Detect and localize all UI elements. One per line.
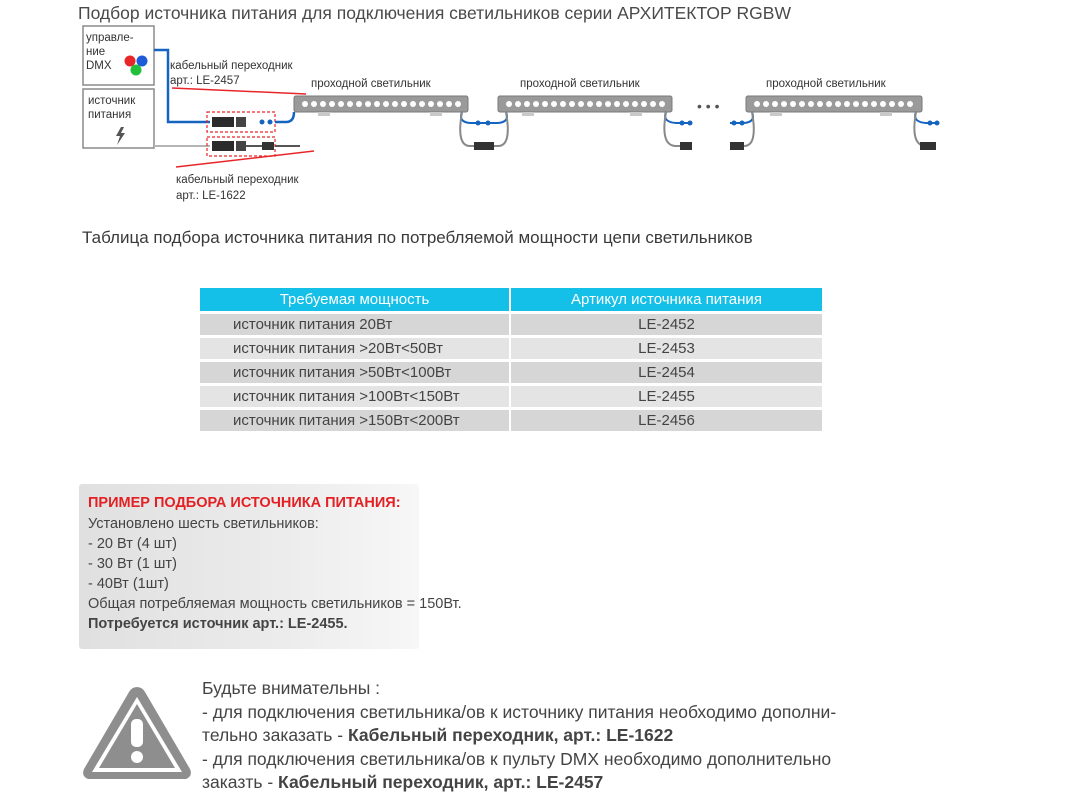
table-row xyxy=(200,386,822,407)
lamp-label-3: проходной светильник xyxy=(766,78,886,90)
lamp-1 xyxy=(294,96,468,112)
pointer-line-bottom xyxy=(176,151,314,167)
table-row xyxy=(200,338,822,359)
table-cell-power: источник питания 20Вт xyxy=(200,314,509,335)
table-cell-article: LE-2455 xyxy=(511,386,822,407)
warning-adapter-le2457: Кабельный переходник, арт.: LE-2457 xyxy=(278,772,604,793)
example-result: Потребуется источник арт.: LE-2455. xyxy=(88,616,348,632)
table-row xyxy=(200,362,822,383)
table-title: Таблица подбора источника питания по потребляемой мощности цепи светильников xyxy=(82,228,753,247)
table-header-row xyxy=(200,288,822,311)
table-cell-article: LE-2453 xyxy=(511,338,822,359)
page-title: Подбор источника питания для подключения светильников серии АРХИТЕКТОР RGBW xyxy=(78,3,791,23)
example-line: Общая потребляемая мощность светильников = 150Вт. xyxy=(88,596,462,612)
example-title: ПРИМЕР ПОДБОРА ИСТОЧНИКА ПИТАНИЯ: xyxy=(88,495,401,511)
lamp-label-1: проходной светильник xyxy=(311,78,431,90)
psu-selection-table xyxy=(198,285,824,434)
example-line: Установлено шесть светильников: xyxy=(88,516,319,532)
lamp-3 xyxy=(746,96,922,112)
table-cell-article: LE-2454 xyxy=(511,362,822,383)
example-line: - 40Вт (1шт) xyxy=(88,576,169,592)
warning-line: - для подключения светильника/ов к источнику питания необходимо дополни- xyxy=(202,701,837,722)
adapter-power-connector xyxy=(212,141,274,151)
table-cell-article: LE-2456 xyxy=(511,410,822,431)
table-row xyxy=(200,314,822,335)
warning-text xyxy=(202,677,922,795)
warning-line: - для подключения светильника/ов к пульту DMX необходимо дополнительно xyxy=(202,748,832,769)
adapter-le2457-label: кабельный переходник арт.: LE-2457 xyxy=(170,60,293,87)
warning-heading: Будьте внимательны : xyxy=(202,678,381,698)
table-cell-article: LE-2452 xyxy=(511,314,822,335)
table-cell-power: источник питания >20Вт<50Вт xyxy=(200,338,509,359)
header-power: Требуемая мощность xyxy=(200,288,509,311)
lamp-label-2: проходной светильник xyxy=(520,78,640,90)
header-article: Артикул источника питания xyxy=(511,288,822,311)
table-cell-power: источник питания >100Вт<150Вт xyxy=(200,386,509,407)
ellipsis: • • • xyxy=(697,98,720,114)
table-cell-power: источник питания >150Вт<200Вт xyxy=(200,410,509,431)
warning-adapter-le1622: Кабельный переходник, арт.: LE-1622 xyxy=(347,725,674,746)
table-cell-power: источник питания >50Вт<100Вт xyxy=(200,362,509,383)
lamp-3-tail-cables xyxy=(914,112,939,150)
warning-line: заказть - Кабельный переходник, арт.: LE-2457 xyxy=(202,772,604,793)
dmx-label: управле- ние DMX xyxy=(86,32,134,72)
example-line: - 20 Вт (4 шт) xyxy=(88,536,177,552)
adapter-dmx-connector xyxy=(212,117,273,127)
connection-diagram xyxy=(0,0,1067,210)
lamp-2 xyxy=(498,96,672,112)
table-row xyxy=(200,410,822,431)
warning-line: тельно заказать - Кабельный переходник, арт.: LE-1622 xyxy=(202,725,674,746)
lamp-3-head-cables xyxy=(730,112,754,150)
example-line: - 30 Вт (1 шт) xyxy=(88,556,177,572)
lamp-1-to-2-cables xyxy=(460,112,508,150)
warning-triangle-icon xyxy=(80,683,194,783)
psu-label: источник питания xyxy=(88,95,136,121)
adapter-le1622-label: кабельный переходник арт.: LE-1622 xyxy=(176,174,299,202)
lamp-2-tail-cables xyxy=(664,112,692,150)
